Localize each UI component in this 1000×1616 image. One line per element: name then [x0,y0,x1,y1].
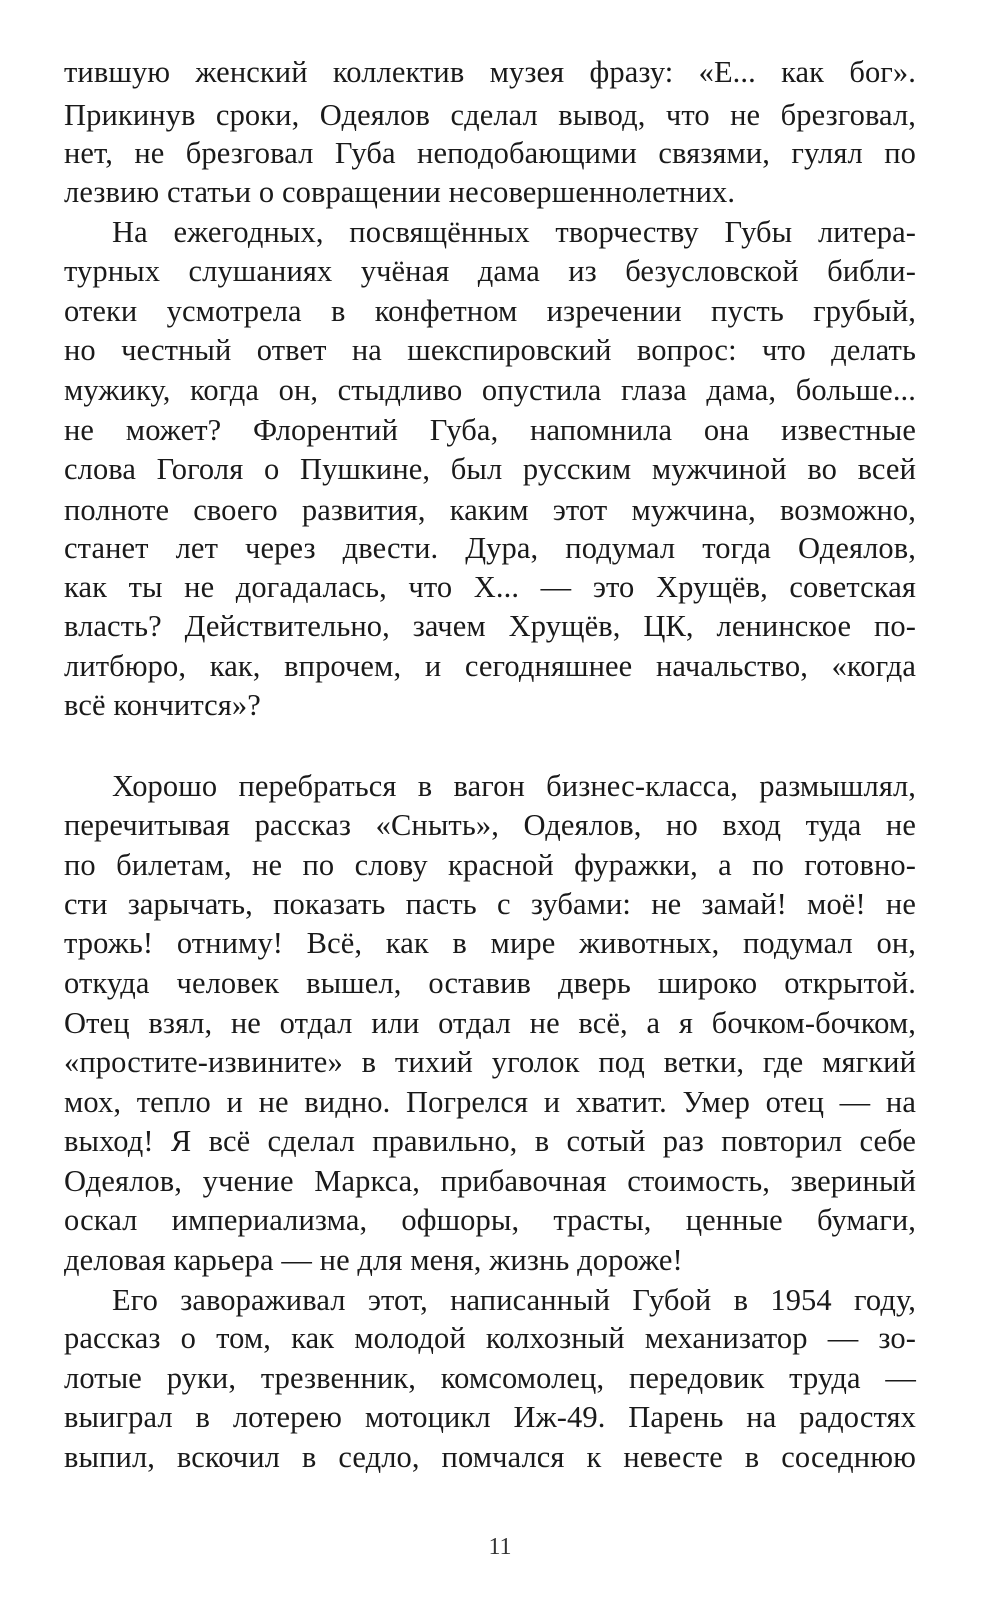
page-number: 11 [488,1534,512,1560]
text-line: турных слушаниях учёная дама из безусловской библи- [64,254,916,288]
text-line: мужику, когда он, стыдливо опустила глаза дама, больше... [64,373,916,407]
text-line: Прикинув сроки, Одеялов сделал вывод, что не брезговал, [64,98,916,132]
text-line: нет, не брезговал Губа неподобающими связями, гулял по [64,136,916,170]
text-line: тившую женский коллектив музея фразу: «Е... как бог». [64,55,916,89]
text-line: слова Гоголя о Пушкине, был русским мужчиной во всей [64,452,916,486]
text-line: мох, тепло и не видно. Погрелся и хватит. Умер отец — на [64,1085,916,1119]
text-line: полноте своего развития, каким этот мужчина, возможно, [64,493,916,527]
text-line: как ты не догадалась, что Х... — это Хрущёв, советская [64,570,916,604]
text-line: «простите-извините» в тихий уголок под ветки, где мягкий [64,1045,916,1079]
text-line: лотые руки, трезвенник, комсомолец, передовик труда — [64,1361,916,1395]
text-line: Одеялов, учение Маркса, прибавочная стоимость, звериный [64,1164,916,1198]
paragraph-start-line: Его завораживал этот, написанный Губой в 1954 году, [112,1283,916,1317]
text-line: выход! Я всё сделал правильно, в сотый раз повторил себе [64,1124,916,1158]
text-line: оскал империализма, офшоры, трасты, ценные бумаги, [64,1203,916,1237]
text-line: всё кончится»? [64,688,261,722]
text-line: выпил, вскочил в седло, помчался к невесте в соседнюю [64,1440,916,1474]
text-line: деловая карьера — не для меня, жизнь дороже! [64,1243,683,1277]
text-line: литбюро, как, впрочем, и сегодняшнее начальство, «когда [64,649,916,683]
text-line: отеки усмотрела в конфетном изречении пусть грубый, [64,294,916,328]
text-line: Отец взял, не отдал или отдал не всё, а я бочком-бочком, [64,1006,916,1040]
text-line: лезвию статьи о совращении несовершеннолетних. [64,175,736,209]
text-line: не может? Флорентий Губа, напомнила она известные [64,413,916,447]
text-line: власть? Действительно, зачем Хрущёв, ЦК, ленинское по- [64,609,916,643]
text-line: откуда человек вышел, оставив дверь широко открытой. [64,966,916,1000]
text-line: рассказ о том, как молодой колхозный механизатор — зо- [64,1321,916,1355]
text-line: сти зарычать, показать пасть с зубами: не замай! моё! не [64,887,916,921]
paragraph-start-line: Хорошо перебраться в вагон бизнес-класса, размышлял, [112,769,916,803]
text-line: перечитывая рассказ «Сныть», Одеялов, но вход туда не [64,808,916,842]
text-line: но честный ответ на шекспировский вопрос: что делать [64,333,916,367]
text-line: по билетам, не по слову красной фуражки, а по готовно- [64,848,916,882]
paragraph-start-line: На ежегодных, посвящённых творчеству Губы литера- [112,215,916,249]
text-line: трожь! отниму! Всё, как в мире животных, подумал он, [64,926,916,960]
text-line: станет лет через двести. Дура, подумал тогда Одеялов, [64,531,916,565]
text-line: выиграл в лотерею мотоцикл Иж-49. Парень на радостях [64,1400,916,1434]
